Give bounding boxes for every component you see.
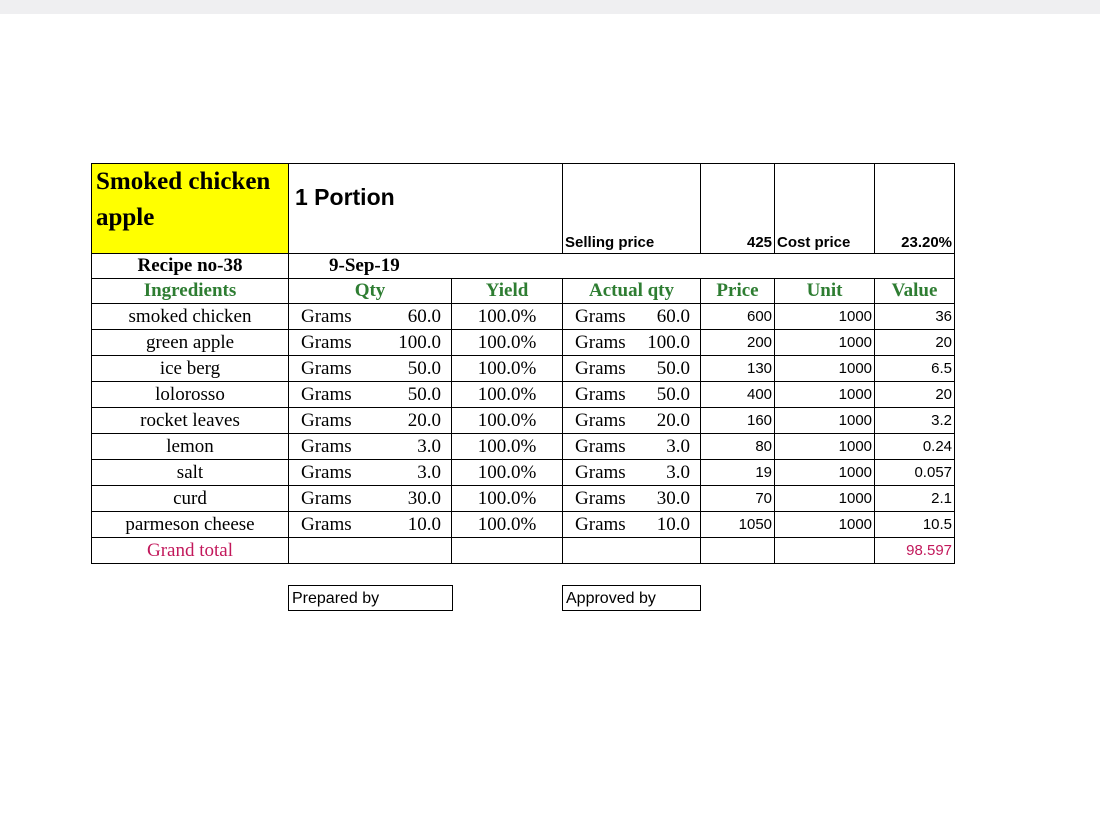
actual-qty-cell xyxy=(563,304,701,330)
line-value: 6.5 xyxy=(875,356,955,382)
qty-unit: Grams xyxy=(301,461,352,483)
qty-value: 3.0 xyxy=(417,461,441,483)
header-qty: Qty xyxy=(289,279,452,304)
line-value: 0.24 xyxy=(875,434,955,460)
cost-price-percent: 23.20% xyxy=(875,164,955,254)
actual-qty-cell xyxy=(563,434,701,460)
price-value: 130 xyxy=(701,356,775,382)
unit-value: 1000 xyxy=(775,408,875,434)
unit-value: 1000 xyxy=(775,382,875,408)
qty-value: 3.0 xyxy=(417,435,441,457)
table-row xyxy=(92,382,955,408)
table-row xyxy=(92,486,955,512)
ingredient-name: rocket leaves xyxy=(92,408,289,434)
actual-qty-cell xyxy=(563,460,701,486)
qty-cell xyxy=(289,408,452,434)
recipe-number: Recipe no-38 xyxy=(92,254,289,279)
qty-cell xyxy=(289,434,452,460)
qty-cell xyxy=(289,460,452,486)
actual-qty-value: 60.0 xyxy=(656,305,691,327)
qty-unit: Grams xyxy=(301,513,352,535)
actual-qty-cell xyxy=(563,408,701,434)
yield-value: 100.0% xyxy=(452,408,563,434)
ingredient-name: smoked chicken xyxy=(92,304,289,330)
qty-value: 60.0 xyxy=(407,305,441,327)
ingredient-name: lemon xyxy=(92,434,289,460)
qty-unit: Grams xyxy=(301,331,352,353)
yield-value: 100.0% xyxy=(452,486,563,512)
qty-unit: Grams xyxy=(301,383,352,405)
qty-cell xyxy=(289,382,452,408)
yield-value: 100.0% xyxy=(452,356,563,382)
price-value: 400 xyxy=(701,382,775,408)
qty-value: 50.0 xyxy=(407,383,441,405)
actual-qty-unit: Grams xyxy=(575,305,626,327)
recipe-date: 9-Sep-19 xyxy=(289,254,955,279)
yield-value: 100.0% xyxy=(452,304,563,330)
qty-cell xyxy=(289,356,452,382)
actual-qty-value: 30.0 xyxy=(656,487,691,509)
table-row xyxy=(92,330,955,356)
header-yield: Yield xyxy=(452,279,563,304)
table-row xyxy=(92,434,955,460)
unit-value: 1000 xyxy=(775,356,875,382)
actual-qty-cell xyxy=(563,330,701,356)
qty-value: 100.0 xyxy=(398,331,441,353)
actual-qty-value: 100.0 xyxy=(647,331,691,353)
yield-value: 100.0% xyxy=(452,460,563,486)
qty-unit: Grams xyxy=(301,487,352,509)
table-row xyxy=(92,304,955,330)
actual-qty-unit: Grams xyxy=(575,487,626,509)
yield-value: 100.0% xyxy=(452,330,563,356)
actual-qty-value: 3.0 xyxy=(666,435,691,457)
qty-unit: Grams xyxy=(301,435,352,457)
actual-qty-unit: Grams xyxy=(575,461,626,483)
qty-unit: Grams xyxy=(301,409,352,431)
unit-value: 1000 xyxy=(775,460,875,486)
ingredient-name: lolorosso xyxy=(92,382,289,408)
qty-cell xyxy=(289,304,452,330)
header-value: Value xyxy=(875,279,955,304)
grand-total-empty xyxy=(289,538,452,564)
grand-total-empty xyxy=(452,538,563,564)
selling-price-label: Selling price xyxy=(563,164,701,254)
cost-price-label: Cost price xyxy=(775,164,875,254)
qty-cell xyxy=(289,486,452,512)
actual-qty-unit: Grams xyxy=(575,409,626,431)
actual-qty-value: 3.0 xyxy=(666,461,691,483)
price-value: 160 xyxy=(701,408,775,434)
qty-value: 10.0 xyxy=(407,513,441,535)
price-value: 200 xyxy=(701,330,775,356)
line-value: 0.057 xyxy=(875,460,955,486)
yield-value: 100.0% xyxy=(452,434,563,460)
table-row xyxy=(92,408,955,434)
header-ingredients: Ingredients xyxy=(92,279,289,304)
price-value: 19 xyxy=(701,460,775,486)
line-value: 20 xyxy=(875,382,955,408)
price-value: 600 xyxy=(701,304,775,330)
ingredient-name: salt xyxy=(92,460,289,486)
actual-qty-unit: Grams xyxy=(575,435,626,457)
actual-qty-value: 50.0 xyxy=(656,357,691,379)
top-bar xyxy=(0,0,1100,14)
qty-cell xyxy=(289,512,452,538)
line-value: 20 xyxy=(875,330,955,356)
unit-value: 1000 xyxy=(775,512,875,538)
grand-total-empty xyxy=(775,538,875,564)
table-row xyxy=(92,356,955,382)
line-value: 3.2 xyxy=(875,408,955,434)
unit-value: 1000 xyxy=(775,434,875,460)
actual-qty-unit: Grams xyxy=(575,357,626,379)
yield-value: 100.0% xyxy=(452,382,563,408)
unit-value: 1000 xyxy=(775,330,875,356)
grand-total-value: 98.597 xyxy=(875,538,955,564)
ingredient-name: green apple xyxy=(92,330,289,356)
actual-qty-cell xyxy=(563,486,701,512)
recipe-cost-sheet xyxy=(91,163,955,564)
actual-qty-value: 20.0 xyxy=(656,409,691,431)
qty-cell xyxy=(289,330,452,356)
price-value: 70 xyxy=(701,486,775,512)
yield-value: 100.0% xyxy=(452,512,563,538)
portion-label: 1 Portion xyxy=(289,164,563,254)
header-unit: Unit xyxy=(775,279,875,304)
qty-value: 50.0 xyxy=(407,357,441,379)
recipe-title: Smoked chicken apple xyxy=(92,164,289,254)
selling-price-value: 425 xyxy=(701,164,775,254)
actual-qty-value: 10.0 xyxy=(656,513,691,535)
ingredient-name: parmeson cheese xyxy=(92,512,289,538)
qty-unit: Grams xyxy=(301,305,352,327)
grand-total-empty xyxy=(563,538,701,564)
actual-qty-value: 50.0 xyxy=(656,383,691,405)
ingredient-name: curd xyxy=(92,486,289,512)
actual-qty-unit: Grams xyxy=(575,513,626,535)
table-row xyxy=(92,512,955,538)
qty-unit: Grams xyxy=(301,357,352,379)
qty-value: 30.0 xyxy=(407,487,441,509)
header-actual-qty: Actual qty xyxy=(563,279,701,304)
grand-total-label: Grand total xyxy=(92,538,289,564)
ingredient-name: ice berg xyxy=(92,356,289,382)
price-value: 80 xyxy=(701,434,775,460)
actual-qty-cell xyxy=(563,512,701,538)
actual-qty-unit: Grams xyxy=(575,331,626,353)
price-value: 1050 xyxy=(701,512,775,538)
grand-total-empty xyxy=(701,538,775,564)
unit-value: 1000 xyxy=(775,486,875,512)
table-row xyxy=(92,460,955,486)
prepared-by-box[interactable]: Prepared by xyxy=(288,585,453,611)
actual-qty-cell xyxy=(563,382,701,408)
actual-qty-cell xyxy=(563,356,701,382)
line-value: 36 xyxy=(875,304,955,330)
line-value: 10.5 xyxy=(875,512,955,538)
qty-value: 20.0 xyxy=(407,409,441,431)
actual-qty-unit: Grams xyxy=(575,383,626,405)
line-value: 2.1 xyxy=(875,486,955,512)
approved-by-box[interactable]: Approved by xyxy=(562,585,701,611)
header-price: Price xyxy=(701,279,775,304)
unit-value: 1000 xyxy=(775,304,875,330)
